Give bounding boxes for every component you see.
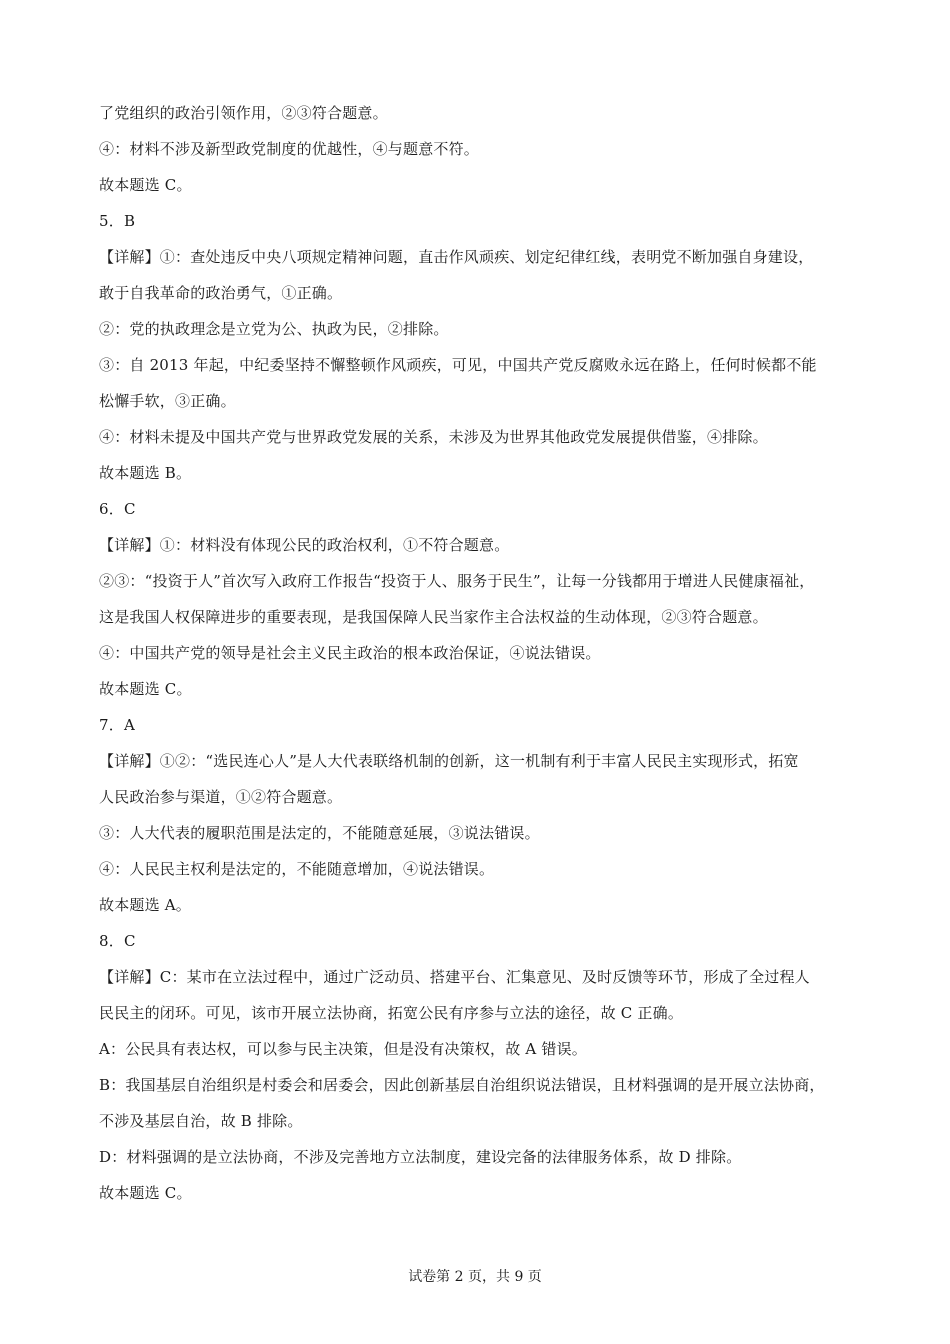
text-line: 故本题选 C。	[99, 1184, 192, 1202]
text-line: 人民政治参与渠道，①②符合题意。	[99, 788, 343, 806]
text-line: 【详解】C：某市在立法过程中，通过广泛动员、搭建平台、汇集意见、及时反馈等环节，形成了全过程人	[99, 968, 810, 986]
question-answer: 8．C	[99, 932, 136, 950]
text-line: 【详解】①②：“选民连心人”是人大代表联络机制的创新，这一机制有利于丰富人民民主实现形式，拓宽	[99, 752, 799, 770]
text-line: 不涉及基层自治，故 B 排除。	[99, 1112, 303, 1130]
text-line: ③：人大代表的履职范围是法定的，不能随意延展，③说法错误。	[99, 824, 540, 842]
text-line: 【详解】①：查处违反中央八项规定精神问题，直击作风顽疾、划定纪律红线，表明党不断加强自身建设，	[99, 248, 814, 266]
text-line: ②③：“投资于人”首次写入政府工作报告“投资于人、服务于民生”，让每一分钱都用于增进人民健康福祉，	[99, 572, 815, 590]
text-line: B：我国基层自治组织是村委会和居委会，因此创新基层自治组织说法错误，且材料强调的是开展立法协商，	[99, 1076, 825, 1094]
text-line: 敢于自我革命的政治勇气，①正确。	[99, 284, 343, 302]
question-answer: 7．A	[99, 716, 135, 734]
text-line: 【详解】①：材料没有体现公民的政治权利，①不符合题意。	[99, 536, 510, 554]
text-line: 这是我国人权保障进步的重要表现，是我国保障人民当家作主合法权益的生动体现，②③符合题意。	[99, 608, 768, 626]
question-answer: 5．B	[99, 212, 136, 230]
text-line: 故本题选 A。	[99, 896, 192, 914]
text-line: ④：材料不涉及新型政党制度的优越性，④与题意不符。	[99, 140, 480, 158]
text-line: A：公民具有表达权，可以参与民主决策，但是没有决策权，故 A 错误。	[99, 1040, 588, 1058]
page-footer: 试卷第 2 页，共 9 页	[408, 1269, 542, 1285]
text-line: 松懈手软，③正确。	[99, 392, 236, 410]
text-line: ④：材料未提及中国共产党与世界政党发展的关系，未涉及为世界其他政党发展提供借鉴，④排除。	[99, 428, 768, 446]
text-line: ②：党的执政理念是立党为公、执政为民，②排除。	[99, 320, 449, 338]
text-line: D：材料强调的是立法协商，不涉及完善地方立法制度，建设完备的法律服务体系，故 D 排除。	[99, 1148, 742, 1166]
text-line: ④：中国共产党的领导是社会主义民主政治的根本政治保证，④说法错误。	[99, 644, 601, 662]
text-line: 民民主的闭环。可见，该市开展立法协商，拓宽公民有序参与立法的途径，故 C 正确。	[99, 1004, 684, 1022]
text-line: ③：自 2013 年起，中纪委坚持不懈整顿作风顽疾，可见，中国共产党反腐败永远在路上，任何时候都不能	[99, 356, 817, 374]
text-line: 了党组织的政治引领作用，②③符合题意。	[99, 104, 388, 122]
text-line: ④：人民民主权利是法定的，不能随意增加，④说法错误。	[99, 860, 495, 878]
question-answer: 6．C	[99, 500, 136, 518]
answer-explanations	[99, 95, 859, 1211]
text-line: 故本题选 C。	[99, 680, 192, 698]
text-line: 故本题选 C。	[99, 176, 192, 194]
text-line: 故本题选 B。	[99, 464, 192, 482]
